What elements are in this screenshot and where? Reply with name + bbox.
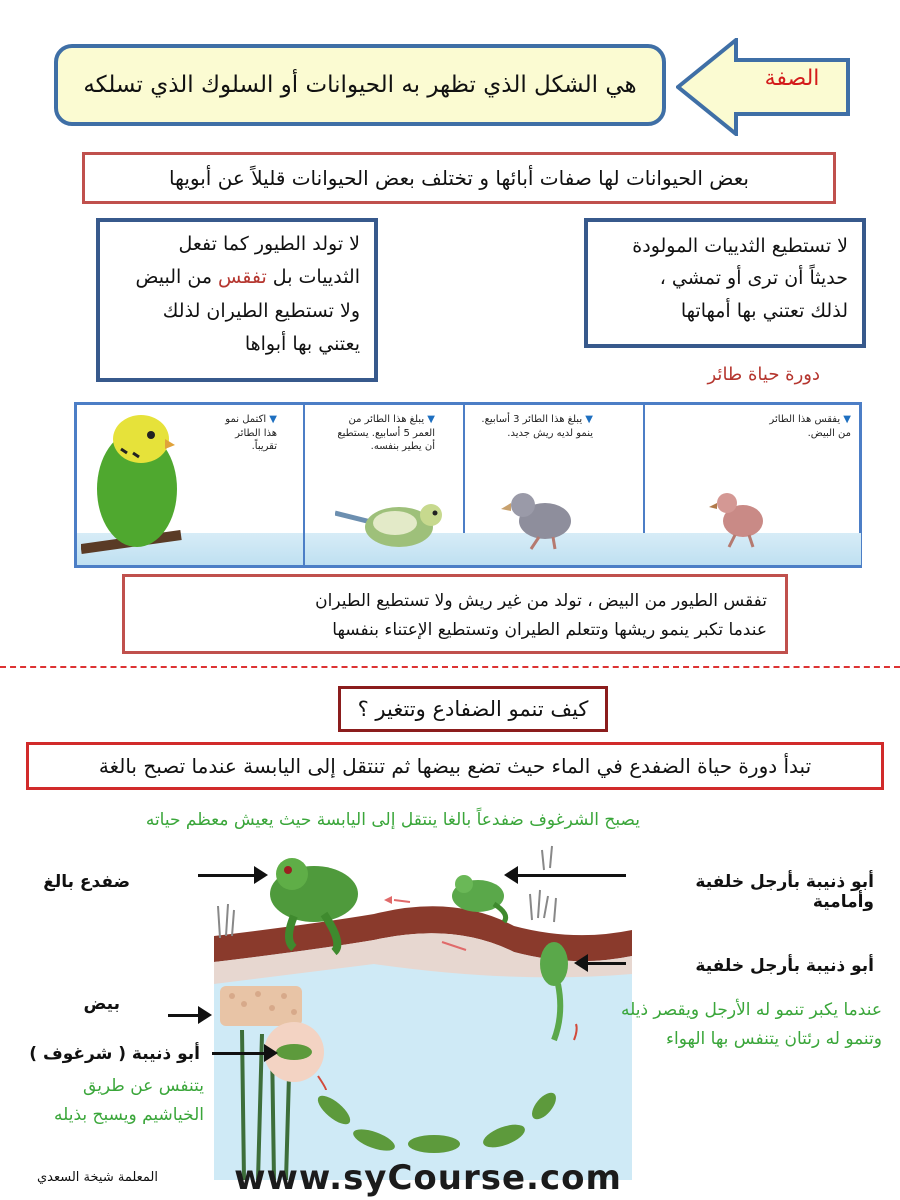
birds-note-line: يعتني بها أبواها bbox=[244, 332, 360, 355]
bird-summary-line: تفقس الطيور من البيض ، تولد من غير ريش ولا تستطيع الطيران bbox=[315, 591, 767, 611]
author-name: المعلمة شيخة السعدي bbox=[36, 1170, 158, 1185]
bird-cycle-summary bbox=[122, 574, 788, 654]
birds-note-text: من البيض bbox=[135, 266, 219, 289]
trait-label: الصفة bbox=[764, 66, 820, 91]
chick-image bbox=[495, 483, 585, 553]
pointer-arrow-icon bbox=[574, 954, 588, 972]
growth-note bbox=[560, 996, 882, 1054]
hatch-word: تفقس bbox=[218, 266, 267, 289]
bird-summary-line: عندما تكبر ينمو ريشها وتتعلم الطيران وتستطيع الإعتناء بنفسها bbox=[332, 619, 767, 640]
mammals-note-line: لذلك تعتني بها أمهاتها bbox=[680, 299, 848, 322]
frog-question: كيف تنمو الضفادع وتتغير ؟ bbox=[357, 697, 589, 721]
tadpole-note bbox=[10, 1072, 204, 1130]
section-divider bbox=[0, 666, 900, 668]
trait-definition-box bbox=[54, 44, 666, 126]
bird-cycle-strip bbox=[74, 402, 862, 568]
birds-note-text: الثدييات بل bbox=[266, 266, 360, 289]
pointer-arrow-icon bbox=[254, 866, 268, 884]
pointer-arrow-icon bbox=[504, 866, 518, 884]
mammals-note-line: لا تستطيع الثدييات المولودة bbox=[632, 235, 848, 257]
frog-intro-box bbox=[26, 742, 884, 790]
label-front-back-legs: أبو ذنيبة بأرجل خلفية وأمامية bbox=[695, 872, 874, 912]
tadpole-note-line: الخياشيم ويسبح بذيله bbox=[53, 1104, 204, 1125]
pointer-arrow-icon bbox=[198, 1006, 212, 1024]
label-adult-frog: ضفدع بالغ bbox=[43, 872, 130, 892]
birds-note bbox=[96, 218, 378, 382]
bird-panel-caption: يبلغ هذا الطائر 3 أسابيع. ينمو لديه ريش جديد. bbox=[481, 414, 593, 439]
pointer-arrow-icon bbox=[264, 1044, 278, 1062]
birds-note-line: ولا تستطيع الطيران لذلك bbox=[162, 299, 360, 322]
trait-definition: هي الشكل الذي تظهر به الحيوانات أو السلوك الذي تسلكه bbox=[83, 72, 637, 98]
birds-note-line: لا تولد الطيور كما تفعل bbox=[178, 233, 360, 255]
growth-note-line: وتنمو له رئتان يتنفس بها الهواء bbox=[666, 1028, 882, 1049]
mammals-note bbox=[584, 218, 866, 348]
birds-note-line bbox=[114, 261, 360, 294]
bird-panel-5-weeks: ▼ يبلغ هذا الطائر من العمر 5 أسابيع. يستطيع أن يطير بنفسه. bbox=[303, 405, 465, 565]
bird-cycle-title: دورة حياة طائر bbox=[707, 364, 820, 385]
frog-question-box bbox=[338, 686, 608, 732]
bird-panel-adult: ▼ اكتمل نمو هذا الطائر تقريباً. bbox=[77, 405, 303, 565]
bird-panel-caption: يفقس هذا الطائر من البيض. bbox=[769, 414, 851, 439]
bird-panel-caption: اكتمل نمو هذا الطائر تقريباً. bbox=[225, 414, 277, 452]
label-tadpole: أبو ذنيبة ( شرغوف ) bbox=[29, 1044, 200, 1064]
label-eggs: بيض bbox=[83, 994, 120, 1014]
budgie-image bbox=[81, 409, 191, 565]
growth-note-line: عندما يكبر تنمو له الأرجل ويقصر ذيله bbox=[620, 1000, 882, 1020]
bird-panel-caption: يبلغ هذا الطائر من العمر 5 أسابيع. يستطيع أن يطير بنفسه. bbox=[337, 414, 435, 452]
frog-adult-note: يصبح الشرغوف ضفدعاً بالغا ينتقل إلى اليابسة حيث يعيش معظم حياته bbox=[145, 810, 640, 830]
site-watermark: www.syCourse.com bbox=[234, 1158, 622, 1198]
animals-intro-box bbox=[82, 152, 836, 204]
bird-panel-3-weeks: ▼ يبلغ هذا الطائر 3 أسابيع. ينمو لديه ريش جديد. bbox=[463, 405, 645, 565]
mammals-note-line: حديثاً أن ترى أو تمشي ، bbox=[659, 267, 848, 290]
hatchling-image bbox=[705, 481, 775, 551]
frog-intro: تبدأ دورة حياة الضفدع في الماء حيث تضع بيضها ثم تنتقل إلى اليابسة عندما تصبح بالغة bbox=[98, 754, 812, 778]
label-back-legs: أبو ذنيبة بأرجل خلفية bbox=[695, 956, 874, 976]
fledgling-image bbox=[335, 493, 455, 563]
animals-intro: بعض الحيوانات لها صفات أبائها و تختلف بعض الحيوانات قليلاً عن أبويها bbox=[169, 166, 749, 190]
tadpole-note-line: يتنفس عن طريق bbox=[83, 1076, 204, 1096]
bird-panel-hatchling: ▼ يفقس هذا الطائر من البيض. bbox=[643, 405, 861, 565]
